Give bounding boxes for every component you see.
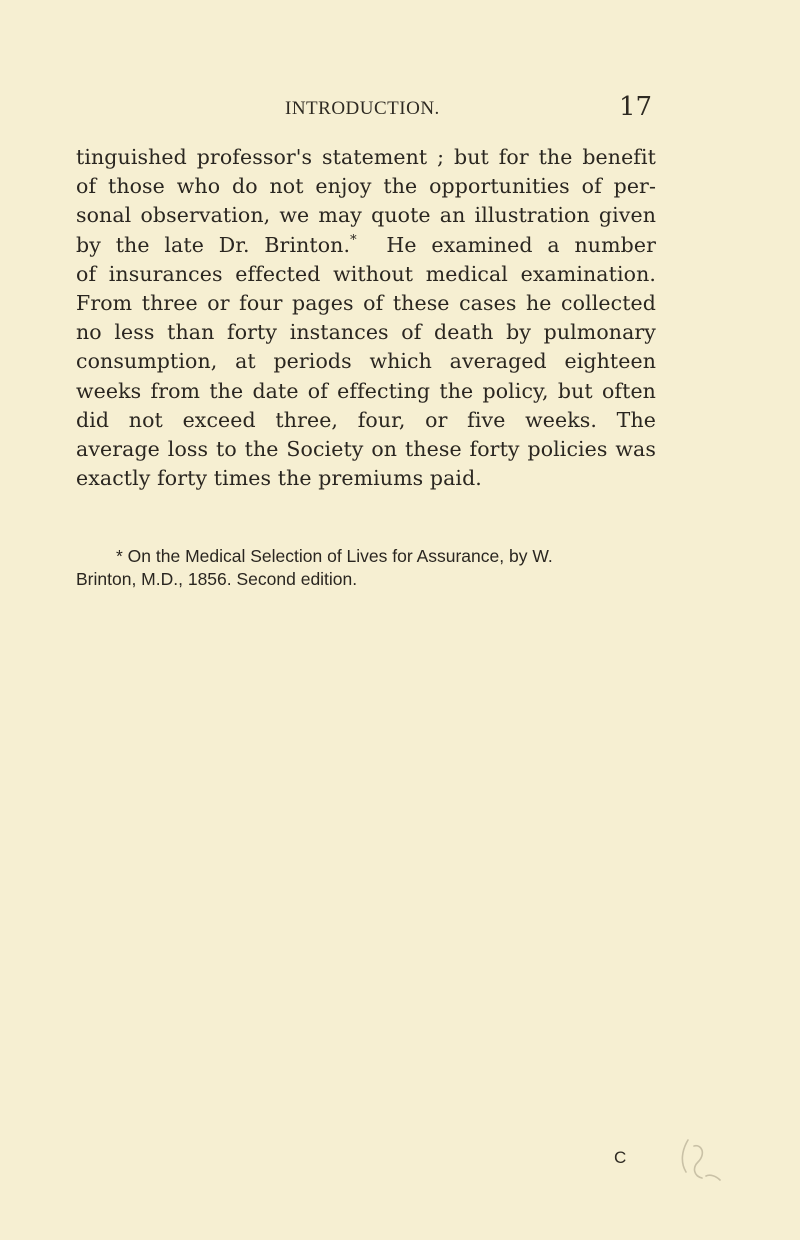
- text-line: tinguished professor's statement ; but for the benefit: [76, 145, 656, 169]
- text-segment: He examined a number: [386, 232, 656, 257]
- text-line: of those who do not enjoy the opportunities of per-: [76, 174, 656, 199]
- text-line: exactly forty times the premiums paid.: [76, 466, 482, 491]
- text-line: no less than forty instances of death by pulmonary: [76, 320, 656, 345]
- footnote-line: * On the Medical Selection of Lives for Assurance, by W.: [116, 546, 553, 566]
- text-line: sonal observation, we may quote an illustration given: [76, 203, 656, 228]
- footnote-line: Brinton, M.D., 1856. Second edition.: [76, 569, 358, 589]
- text-line: did not exceed three, four, or five weeks. The: [76, 407, 656, 432]
- body-paragraph: [76, 143, 656, 493]
- page-number: 17: [619, 92, 653, 122]
- text-line: of insurances effected without medical examination.: [76, 261, 656, 286]
- text-line: [76, 231, 656, 260]
- text-line: average loss to the Society on these forty policies was: [76, 436, 656, 461]
- text-segment: by the late Dr. Brinton.: [76, 232, 351, 257]
- text-line: consumption, at periods which averaged eighteen: [76, 349, 656, 374]
- footnote: [76, 545, 656, 591]
- ink-smudge: [672, 1132, 728, 1186]
- running-title: INTRODUCTION.: [285, 98, 440, 119]
- signature-mark: C: [614, 1148, 627, 1167]
- text-line: weeks from the date of effecting the policy, but often: [76, 378, 656, 403]
- footnote-reference: *: [350, 232, 357, 248]
- text-line: From three or four pages of these cases he collected: [76, 290, 656, 315]
